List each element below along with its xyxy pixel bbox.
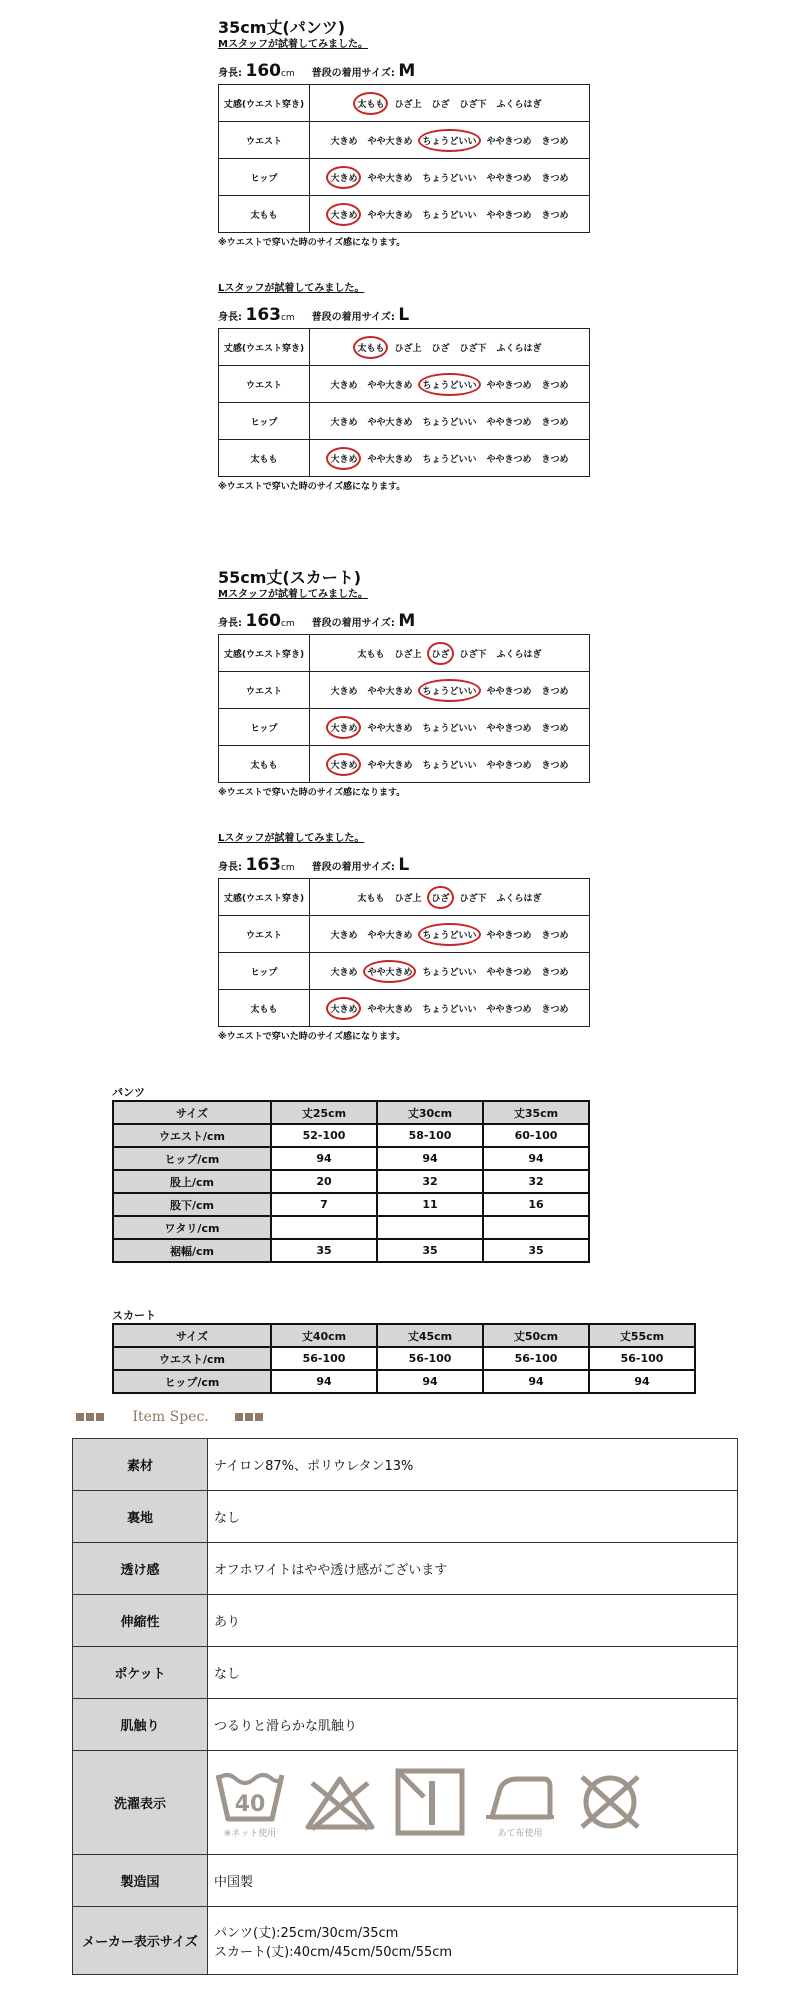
no-bleach-icon	[304, 1773, 376, 1831]
maker-size-line: スカート(丈):40cm/45cm/50cm/55cm	[214, 1944, 453, 1960]
fit-note: ※ウエストで穿いた時のサイズ感になります。	[218, 482, 406, 492]
fit-option: ひざ上	[394, 99, 422, 110]
fit-option: ややきつめ	[486, 380, 532, 391]
fit-option-selected: ちょうどいい	[418, 923, 480, 946]
size-cell: 58-100	[377, 1124, 483, 1147]
spec-key: 伸縮性	[73, 1595, 208, 1647]
row-label: 太もも	[219, 440, 310, 477]
usual-size-value: M	[398, 611, 416, 631]
size-cell: 94	[483, 1147, 589, 1170]
fit-table	[218, 878, 590, 1027]
fit-note: ※ウエストで穿いた時のサイズ感になります。	[218, 238, 406, 248]
fit-option: やや大きめ	[367, 173, 413, 184]
care-item	[484, 1767, 556, 1839]
fit-option: 太もも	[357, 893, 385, 904]
row-label: 丈感(ウエスト穿き)	[219, 879, 310, 916]
fit-row	[219, 746, 590, 783]
spec-row	[73, 1543, 738, 1595]
size-cell: 94	[483, 1370, 589, 1393]
size-cell	[377, 1216, 483, 1239]
height-value: 163	[245, 305, 281, 325]
options-cell	[310, 366, 590, 403]
fit-row	[219, 990, 590, 1027]
height-line	[218, 304, 590, 326]
fit-option: きつめ	[541, 686, 569, 697]
size-row	[113, 1147, 589, 1170]
fit-option: 大きめ	[330, 967, 358, 978]
options-cell	[310, 85, 590, 122]
height-unit: cm	[280, 619, 295, 629]
size-cell: 94	[271, 1147, 377, 1170]
care-item	[214, 1767, 286, 1839]
size-cell: 56-100	[377, 1347, 483, 1370]
size-row	[113, 1370, 695, 1393]
row-label: ウエスト	[219, 366, 310, 403]
size-row	[113, 1170, 589, 1193]
fit-option: ややきつめ	[486, 454, 532, 465]
fit-option-selected: ちょうどいい	[418, 373, 480, 396]
row-label: ウエスト	[219, 122, 310, 159]
size-table-title: パンツ	[112, 1086, 145, 1099]
height-line	[218, 610, 590, 632]
fit-option: ひざ上	[394, 649, 422, 660]
size-header-cell: サイズ	[113, 1324, 271, 1347]
options-cell	[310, 746, 590, 783]
fit-option: ややきつめ	[486, 723, 532, 734]
size-header-cell: 丈50cm	[483, 1324, 589, 1347]
size-header-cell: 丈45cm	[377, 1324, 483, 1347]
fit-note: ※ウエストで穿いた時のサイズ感になります。	[218, 1032, 406, 1042]
fit-block	[218, 832, 590, 1044]
spec-row-care	[73, 1751, 738, 1855]
size-cell: 35	[271, 1239, 377, 1262]
options-cell	[310, 403, 590, 440]
fit-block	[218, 282, 590, 494]
row-label: 丈感(ウエスト穿き)	[219, 635, 310, 672]
fit-section-skirt	[218, 568, 590, 800]
spec-value: オフホワイトはやや透け感がございます	[208, 1543, 738, 1595]
fit-row	[219, 329, 590, 366]
height-label: 身長:	[218, 312, 242, 323]
fit-option: きつめ	[541, 136, 569, 147]
fit-option: ちょうどいい	[422, 967, 477, 978]
fit-row	[219, 709, 590, 746]
height-label: 身長:	[218, 68, 242, 79]
fit-table	[218, 634, 590, 783]
fit-row	[219, 916, 590, 953]
spec-row	[73, 1439, 738, 1491]
size-row-label: ワタリ/cm	[113, 1216, 271, 1239]
fit-option: きつめ	[541, 173, 569, 184]
spec-row	[73, 1855, 738, 1907]
section-title: 55cm丈(スカート)	[218, 568, 362, 587]
spec-key: 肌触り	[73, 1699, 208, 1751]
size-header-cell: 丈35cm	[483, 1101, 589, 1124]
size-cell: 32	[377, 1170, 483, 1193]
fit-option-selected: 大きめ	[326, 716, 361, 739]
size-table	[112, 1100, 590, 1263]
size-cell: 52-100	[271, 1124, 377, 1147]
fit-option: ややきつめ	[486, 1004, 532, 1015]
fit-option: ひざ下	[459, 99, 487, 110]
care-caption: ※ネット使用	[223, 1828, 277, 1839]
fit-option: きつめ	[541, 760, 569, 771]
fit-option: ふくらはぎ	[496, 99, 542, 110]
fit-row	[219, 159, 590, 196]
fit-option: 大きめ	[330, 686, 358, 697]
options-cell	[310, 440, 590, 477]
line-dry-shade-icon	[394, 1767, 466, 1837]
spec-key: 裏地	[73, 1491, 208, 1543]
fit-option-selected: やや大きめ	[363, 960, 416, 983]
size-cell	[271, 1216, 377, 1239]
fit-option: 大きめ	[330, 136, 358, 147]
no-tumble-dry-icon	[574, 1773, 646, 1831]
size-cell: 56-100	[589, 1347, 695, 1370]
fit-option: きつめ	[541, 417, 569, 428]
usual-size-value: M	[398, 61, 416, 81]
row-label: 丈感(ウエスト穿き)	[219, 85, 310, 122]
size-cell: 32	[483, 1170, 589, 1193]
fit-option: ちょうどいい	[422, 173, 477, 184]
size-cell: 94	[377, 1147, 483, 1170]
size-header-cell: 丈25cm	[271, 1101, 377, 1124]
fit-option: ひざ上	[394, 343, 422, 354]
size-cell: 20	[271, 1170, 377, 1193]
fit-option: きつめ	[541, 210, 569, 221]
fit-option-selected: ひざ	[427, 642, 453, 665]
height-unit: cm	[280, 863, 295, 873]
fit-row	[219, 440, 590, 477]
spec-key: メーカー表示サイズ	[73, 1907, 208, 1975]
fit-row	[219, 879, 590, 916]
care-caption: あて布使用	[497, 1828, 543, 1839]
fit-option: やや大きめ	[367, 723, 413, 734]
size-header-row	[113, 1324, 695, 1347]
row-label: ヒップ	[219, 403, 310, 440]
fit-option: 大きめ	[330, 930, 358, 941]
fit-option: ちょうどいい	[422, 760, 477, 771]
fit-option-selected: ひざ	[427, 886, 453, 909]
fit-block	[218, 38, 590, 250]
row-label: ヒップ	[219, 159, 310, 196]
care-item	[574, 1773, 646, 1832]
usual-size-label: 普段の着用サイズ:	[311, 618, 395, 629]
spec-value: ナイロン87%、ポリウレタン13%	[208, 1439, 738, 1491]
size-row	[113, 1193, 589, 1216]
fit-option: ややきつめ	[486, 417, 532, 428]
options-cell	[310, 672, 590, 709]
fit-option: やや大きめ	[367, 454, 413, 465]
fit-option-selected: ちょうどいい	[418, 679, 480, 702]
height-line	[218, 854, 590, 876]
staff-heading: Lスタッフが試着してみました。	[218, 283, 365, 294]
fit-option: やや大きめ	[367, 417, 413, 428]
row-label: 丈感(ウエスト穿き)	[219, 329, 310, 366]
height-unit: cm	[280, 69, 295, 79]
fit-option: 大きめ	[330, 380, 358, 391]
fit-option: やや大きめ	[367, 686, 413, 697]
item-spec-table	[72, 1438, 738, 1975]
options-cell	[310, 879, 590, 916]
row-label: ウエスト	[219, 672, 310, 709]
options-cell	[310, 122, 590, 159]
usual-size-value: L	[398, 855, 410, 875]
size-cell: 7	[271, 1193, 377, 1216]
fit-row	[219, 635, 590, 672]
height-line	[218, 60, 590, 82]
fit-option: ひざ	[431, 343, 450, 354]
height-unit: cm	[280, 313, 295, 323]
row-label: ヒップ	[219, 709, 310, 746]
fit-option: ふくらはぎ	[496, 649, 542, 660]
size-cell: 16	[483, 1193, 589, 1216]
size-cell: 56-100	[483, 1347, 589, 1370]
fit-row	[219, 366, 590, 403]
size-row-label: 裾幅/cm	[113, 1239, 271, 1262]
options-cell	[310, 916, 590, 953]
fit-option-selected: 大きめ	[326, 447, 361, 470]
size-header-cell: 丈55cm	[589, 1324, 695, 1347]
fit-option: ちょうどいい	[422, 417, 477, 428]
height-value: 160	[245, 61, 281, 81]
usual-size-value: L	[398, 305, 410, 325]
staff-heading: Mスタッフが試着してみました。	[218, 589, 368, 600]
spec-value	[208, 1907, 738, 1975]
size-cell: 94	[589, 1370, 695, 1393]
fit-option: ちょうどいい	[422, 454, 477, 465]
spec-key: 洗濯表示	[73, 1751, 208, 1855]
fit-option: ひざ	[431, 99, 450, 110]
size-row	[113, 1124, 589, 1147]
spec-row	[73, 1907, 738, 1975]
staff-heading: Lスタッフが試着してみました。	[218, 833, 365, 844]
fit-option: 大きめ	[330, 417, 358, 428]
options-cell	[310, 709, 590, 746]
fit-option: きつめ	[541, 930, 569, 941]
fit-option-selected: 大きめ	[326, 166, 361, 189]
options-cell	[310, 953, 590, 990]
spec-value: なし	[208, 1647, 738, 1699]
maker-size-line: パンツ(丈):25cm/30cm/35cm	[214, 1925, 399, 1941]
wash-temp: 40	[234, 1791, 266, 1817]
fit-option: ちょうどいい	[422, 1004, 477, 1015]
item-spec-heading	[76, 1409, 265, 1425]
row-label: ウエスト	[219, 916, 310, 953]
size-row	[113, 1216, 589, 1239]
fit-option: きつめ	[541, 723, 569, 734]
usual-size-label: 普段の着用サイズ:	[311, 68, 395, 79]
spec-row	[73, 1491, 738, 1543]
height-value: 163	[245, 855, 281, 875]
row-label: 太もも	[219, 990, 310, 1027]
fit-option: ひざ下	[459, 893, 487, 904]
size-row-label: ヒップ/cm	[113, 1147, 271, 1170]
spec-key: 透け感	[73, 1543, 208, 1595]
spec-value: 中国製	[208, 1855, 738, 1907]
fit-row	[219, 122, 590, 159]
fit-option: ふくらはぎ	[496, 893, 542, 904]
size-row-label: ウエスト/cm	[113, 1347, 271, 1370]
staff-heading: Mスタッフが試着してみました。	[218, 39, 368, 50]
section-title: 35cm丈(パンツ)	[218, 18, 346, 37]
care-item	[304, 1773, 376, 1832]
fit-option: ちょうどいい	[422, 210, 477, 221]
fit-option: ひざ下	[459, 343, 487, 354]
fit-option: きつめ	[541, 454, 569, 465]
size-row	[113, 1347, 695, 1370]
spec-row	[73, 1699, 738, 1751]
fit-row	[219, 953, 590, 990]
fit-table	[218, 328, 590, 477]
size-cell: 94	[271, 1370, 377, 1393]
spec-value: あり	[208, 1595, 738, 1647]
fit-block	[218, 588, 590, 800]
fit-option: やや大きめ	[367, 930, 413, 941]
fit-option: やや大きめ	[367, 760, 413, 771]
care-icons-cell	[208, 1751, 738, 1855]
spec-row	[73, 1647, 738, 1699]
row-label: ヒップ	[219, 953, 310, 990]
iron-with-cloth-icon	[484, 1767, 556, 1825]
fit-option: ふくらはぎ	[496, 343, 542, 354]
size-cell: 60-100	[483, 1124, 589, 1147]
spec-value: つるりと滑らかな肌触り	[208, 1699, 738, 1751]
fit-section-pants	[218, 18, 590, 250]
height-value: 160	[245, 611, 281, 631]
size-row	[113, 1239, 589, 1262]
fit-option: やや大きめ	[367, 210, 413, 221]
fit-option-selected: 太もも	[353, 92, 388, 115]
row-label: 太もも	[219, 196, 310, 233]
fit-option-selected: ちょうどいい	[418, 129, 480, 152]
size-header-row	[113, 1101, 589, 1124]
fit-option: ややきつめ	[486, 210, 532, 221]
fit-option: きつめ	[541, 967, 569, 978]
spec-row	[73, 1595, 738, 1647]
fit-option: やや大きめ	[367, 1004, 413, 1015]
size-cell: 94	[377, 1370, 483, 1393]
fit-option: きつめ	[541, 380, 569, 391]
size-row-label: 股上/cm	[113, 1170, 271, 1193]
size-row-label: 股下/cm	[113, 1193, 271, 1216]
options-cell	[310, 990, 590, 1027]
fit-option: ややきつめ	[486, 136, 532, 147]
fit-option: ややきつめ	[486, 930, 532, 941]
spec-key: 製造国	[73, 1855, 208, 1907]
fit-note: ※ウエストで穿いた時のサイズ感になります。	[218, 788, 406, 798]
size-header-cell: 丈40cm	[271, 1324, 377, 1347]
fit-option: やや大きめ	[367, 136, 413, 147]
size-table	[112, 1323, 696, 1394]
fit-row	[219, 403, 590, 440]
size-cell: 11	[377, 1193, 483, 1216]
fit-option-selected: 大きめ	[326, 753, 361, 776]
fit-option: ややきつめ	[486, 967, 532, 978]
wash-40-net-icon	[214, 1767, 286, 1825]
usual-size-label: 普段の着用サイズ:	[311, 312, 395, 323]
fit-option: やや大きめ	[367, 380, 413, 391]
care-item	[394, 1767, 466, 1838]
spec-value: なし	[208, 1491, 738, 1543]
item-spec-title: Item Spec.	[132, 1409, 209, 1425]
height-label: 身長:	[218, 618, 242, 629]
fit-option: ややきつめ	[486, 173, 532, 184]
size-cell: 56-100	[271, 1347, 377, 1370]
size-row-label: ウエスト/cm	[113, 1124, 271, 1147]
fit-table	[218, 84, 590, 233]
height-label: 身長:	[218, 862, 242, 873]
size-cell	[483, 1216, 589, 1239]
fit-option: きつめ	[541, 1004, 569, 1015]
size-cell: 35	[377, 1239, 483, 1262]
fit-option-selected: 大きめ	[326, 203, 361, 226]
options-cell	[310, 196, 590, 233]
care-icons	[214, 1767, 731, 1839]
spec-key: ポケット	[73, 1647, 208, 1699]
size-cell: 35	[483, 1239, 589, 1262]
usual-size-label: 普段の着用サイズ:	[311, 862, 395, 873]
size-row-label: ヒップ/cm	[113, 1370, 271, 1393]
size-table-title: スカート	[112, 1309, 156, 1322]
row-label: 太もも	[219, 746, 310, 783]
fit-option: ややきつめ	[486, 760, 532, 771]
fit-row	[219, 672, 590, 709]
fit-row	[219, 196, 590, 233]
options-cell	[310, 329, 590, 366]
spec-key: 素材	[73, 1439, 208, 1491]
size-header-cell: 丈30cm	[377, 1101, 483, 1124]
fit-row	[219, 85, 590, 122]
fit-option-selected: 太もも	[353, 336, 388, 359]
fit-option: ひざ下	[459, 649, 487, 660]
fit-option: ちょうどいい	[422, 723, 477, 734]
size-header-cell: サイズ	[113, 1101, 271, 1124]
fit-option-selected: 大きめ	[326, 997, 361, 1020]
fit-option: ややきつめ	[486, 686, 532, 697]
options-cell	[310, 635, 590, 672]
options-cell	[310, 159, 590, 196]
size-table-skirt	[112, 1309, 696, 1394]
fit-option: ひざ上	[394, 893, 422, 904]
fit-option: 太もも	[357, 649, 385, 660]
size-table-pants	[112, 1086, 590, 1263]
